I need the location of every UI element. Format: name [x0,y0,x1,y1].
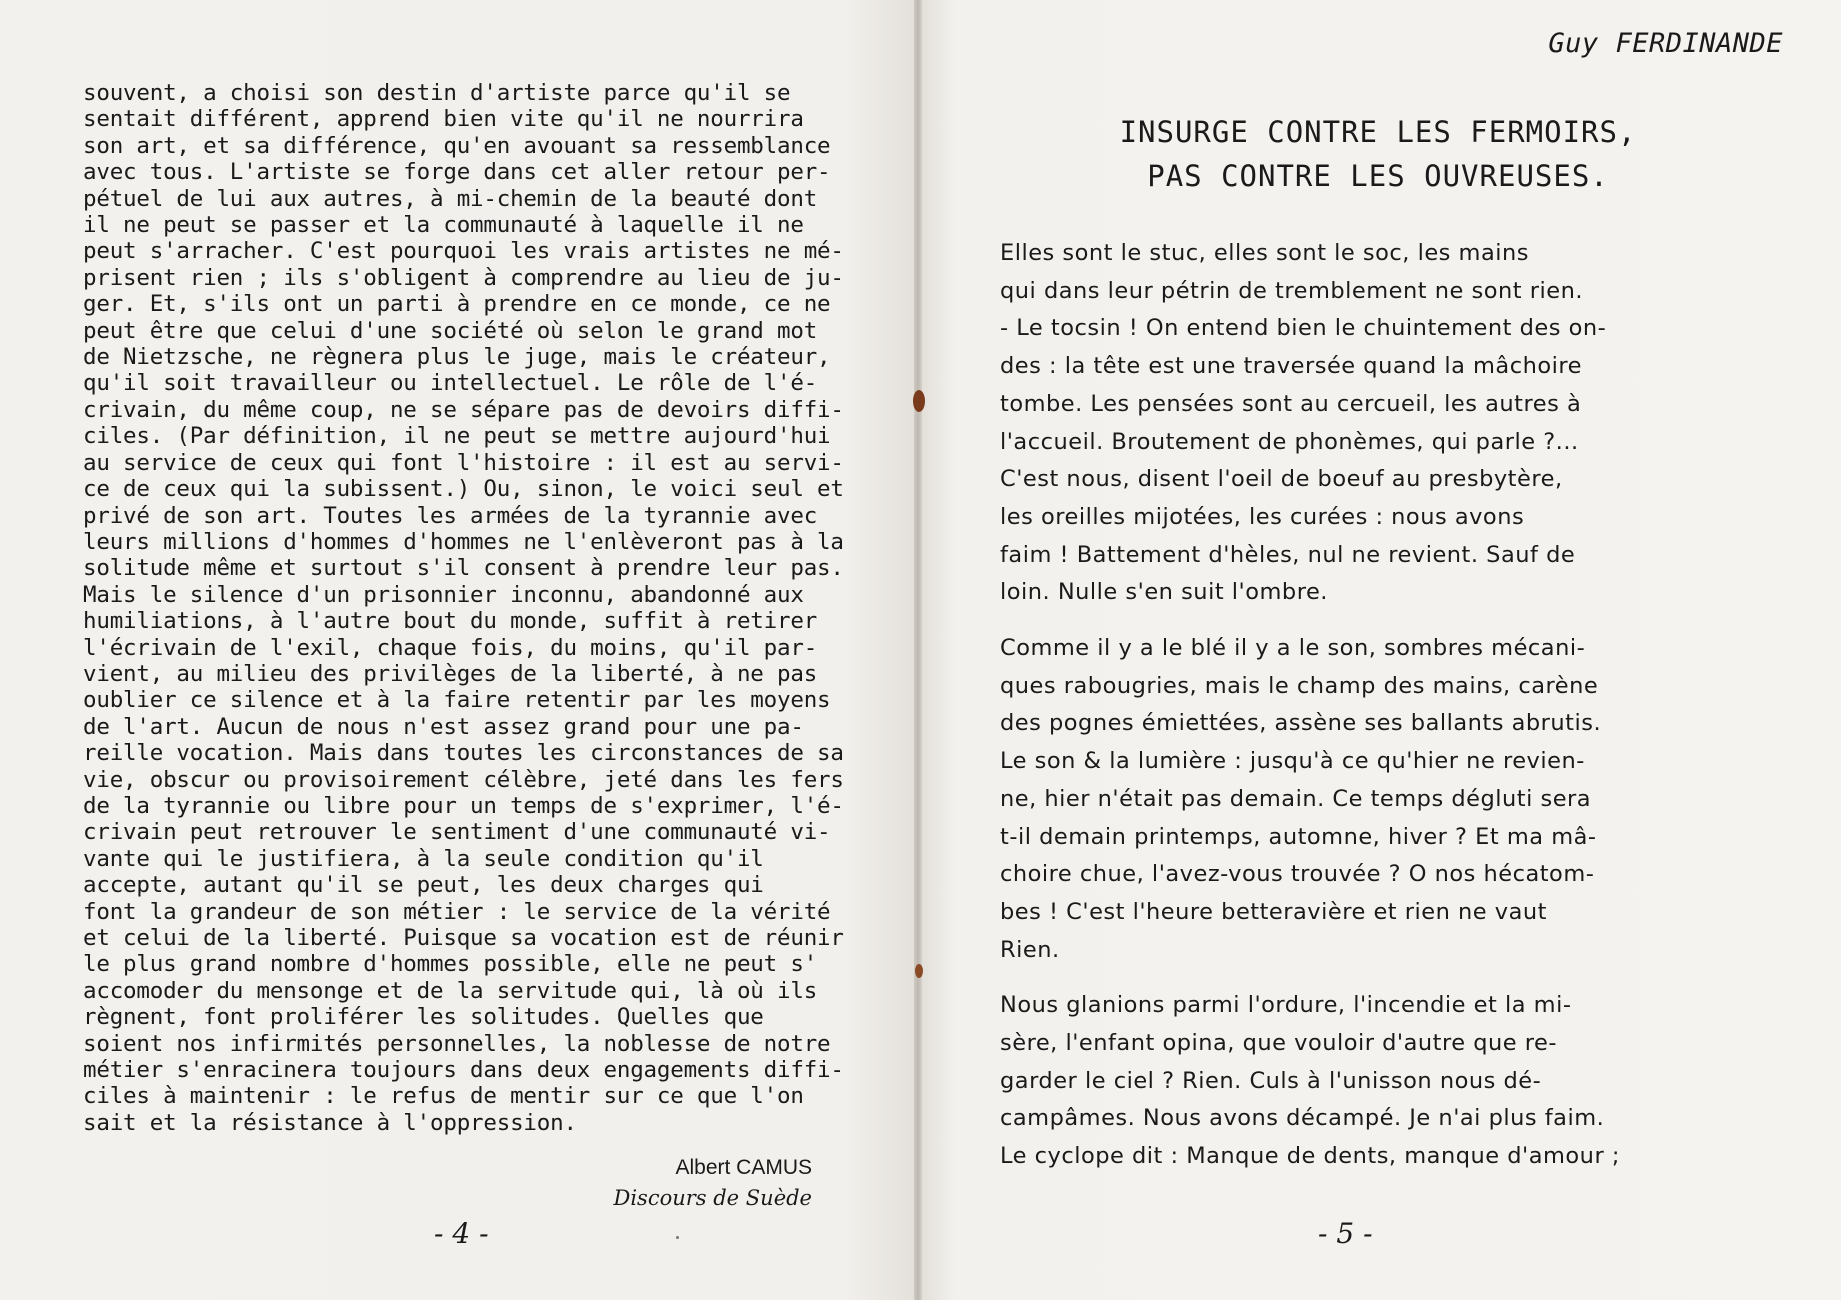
quote-line: peut s'arracher. C'est pourquoi les vrais artistes ne mé- [83,238,844,265]
quote-line: son art, et sa différence, qu'en avouant sa ressemblance [83,132,831,159]
quote-line: vie, obscur ou provisoirement célèbre, jeté dans les fers [83,766,844,793]
poem-line: choire chue, l'avez-vous trouvée ? O nos hécatom- [1000,861,1595,888]
signature-source: Discours de Suède [613,1186,812,1210]
quote-line: Mais le silence d'un prisonnier inconnu, abandonné aux [83,581,804,608]
staple-bottom [915,964,923,978]
right-page [918,0,1841,1300]
author-header: Guy FERDINANDE [1548,28,1783,59]
left-page [0,0,918,1300]
quote-line: ciles à maintenir : le refus de mentir sur ce que l'on [83,1083,804,1110]
quote-line: accepte, autant qu'il se peut, les deux charges qui [83,872,764,899]
poem-stanza [1000,630,1742,969]
quote-line: oublier ce silence et à la faire retentir par les moyens [83,687,831,714]
poem-body [1000,235,1742,1194]
poem-title-line-2: PAS CONTRE LES OUVREUSES. [1147,159,1609,193]
poem-line: loin. Nulle s'en suit l'ombre. [1000,579,1328,606]
poem-line: les oreilles mijotées, les curées : nous avons [1000,503,1525,530]
quote-line: accomoder du mensonge et de la servitude qui, là où ils [83,977,818,1004]
poem-line: bes ! C'est l'heure betteravière et rien ne vaut [1000,898,1547,925]
poem-line: Le son & la lumière : jusqu'à ce qu'hier ne revien- [1000,748,1585,775]
camus-quote-text [83,80,844,1136]
quote-line: qu'il soit travailleur ou intellectuel. Le rôle de l'é- [83,370,818,397]
poem-line: qui dans leur pétrin de tremblement ne sont rien. [1000,277,1583,304]
poem-title [978,110,1778,198]
poem-line: campâmes. Nous avons décampé. Je n'ai plus faim. [1000,1105,1605,1132]
quote-line: ce de ceux qui la subissent.) Ou, sinon, le voici seul et [83,476,844,503]
quote-line: soient nos infirmités personnelles, la noblesse de notre [83,1030,831,1057]
poem-title-line-1: INSURGE CONTRE LES FERMOIRS, [1119,115,1637,149]
quote-line: métier s'enracinera toujours dans deux engagements diffi- [83,1057,844,1084]
quote-line: vient, au milieu des privilèges de la liberté, à ne pas [83,660,818,687]
quote-line: vante qui le justifiera, à la seule condition qu'il [83,845,764,872]
poem-stanza [1000,235,1742,612]
quote-line: leurs millions d'hommes d'hommes ne l'enlèveront pas à la [83,528,844,555]
quote-line: règnent, font proliférer les solitudes. Quelles que [83,1004,764,1031]
poem-line: t-il demain printemps, automne, hiver ? Et ma mâ- [1000,823,1597,850]
quote-signature [613,1153,812,1213]
poem-line: C'est nous, disent l'oeil de boeuf au presbytère, [1000,466,1563,493]
paper-speck [676,1236,679,1239]
signature-author: Albert CAMUS [675,1156,812,1179]
staple-top [913,390,925,412]
poem-stanza [1000,987,1742,1176]
poem-line: ques rabougries, mais le champ des mains, carène [1000,672,1599,699]
quote-line: sait et la résistance à l'oppression. [83,1109,577,1136]
page-number-left: - 4 - [434,1217,489,1250]
quote-line: le plus grand nombre d'hommes possible, elle ne peut s' [83,951,818,978]
quote-line: avec tous. L'artiste se forge dans cet aller retour per- [83,159,831,186]
poem-line: tombe. Les pensées sont au cercueil, les autres à [1000,390,1582,417]
quote-line: sentait différent, apprend bien vite qu'il ne nourrira [83,106,804,133]
poem-line: sère, l'enfant opina, que vouloir d'autre que re- [1000,1030,1557,1057]
quote-line: reille vocation. Mais dans toutes les circonstances de sa [83,740,844,767]
quote-line: de la tyrannie ou libre pour un temps de s'exprimer, l'é- [83,792,844,819]
poem-line: Rien. [1000,936,1060,963]
quote-line: privé de son art. Toutes les armées de la tyrannie avec [83,502,818,529]
poem-line: ne, hier n'était pas demain. Ce temps dégluti sera [1000,785,1592,812]
poem-line: Elles sont le stuc, elles sont le soc, les mains [1000,240,1529,266]
quote-line: crivain, du même coup, ne se sépare pas de devoirs diffi- [83,396,844,423]
binding-gutter [914,0,922,1300]
quote-line: prisent rien ; ils s'obligent à comprendre au lieu de ju- [83,264,844,291]
page-number-right: - 5 - [1318,1217,1373,1250]
poem-line: - Le tocsin ! On entend bien le chuintement des on- [1000,315,1607,342]
poem-line: faim ! Battement d'hèles, nul ne revient. Sauf de [1000,541,1576,568]
quote-line: ciles. (Par définition, il ne peut se mettre aujourd'hui [83,423,831,450]
poem-line: Nous glanions parmi l'ordure, l'incendie et la mi- [1000,992,1572,1019]
quote-line: font la grandeur de son métier : le service de la vérité [83,898,831,925]
poem-line: des : la tête est une traversée quand la mâchoire [1000,353,1582,380]
poem-line: garder le ciel ? Rien. Culs à l'unisson nous dé- [1000,1067,1542,1094]
quote-line: de Nietzsche, ne règnera plus le juge, mais le créateur, [83,344,831,371]
quote-line: souvent, a choisi son destin d'artiste parce qu'il se [83,80,791,106]
poem-line: Comme il y a le blé il y a le son, sombres mécani- [1000,635,1586,662]
quote-line: crivain peut retrouver le sentiment d'une communauté vi- [83,819,831,846]
quote-line: humiliations, à l'autre bout du monde, suffit à retirer [83,608,818,635]
quote-line: au service de ceux qui font l'histoire : il est au servi- [83,449,844,476]
quote-line: ger. Et, s'ils ont un parti à prendre en ce monde, ce ne [83,291,831,318]
poem-line: des pognes émiettées, assène ses ballants abrutis. [1000,710,1602,737]
quote-line: peut être que celui d'une société où selon le grand mot [83,317,818,344]
quote-line: il ne peut se passer et la communauté à laquelle il ne [83,212,804,239]
poem-line: l'accueil. Broutement de phonèmes, qui parle ?... [1000,428,1579,455]
poem-line: Le cyclope dit : Manque de dents, manque d'amour ; [1000,1143,1620,1170]
quote-line: de l'art. Aucun de nous n'est assez grand pour une pa- [83,713,804,740]
quote-line: et celui de la liberté. Puisque sa vocation est de réunir [83,925,844,951]
quote-line: l'écrivain de l'exil, chaque fois, du moins, qu'il par- [83,634,818,661]
quote-line: solitude même et surtout s'il consent à prendre leur pas. [83,555,844,582]
quote-line: pétuel de lui aux autres, à mi-chemin de la beauté dont [83,185,818,212]
